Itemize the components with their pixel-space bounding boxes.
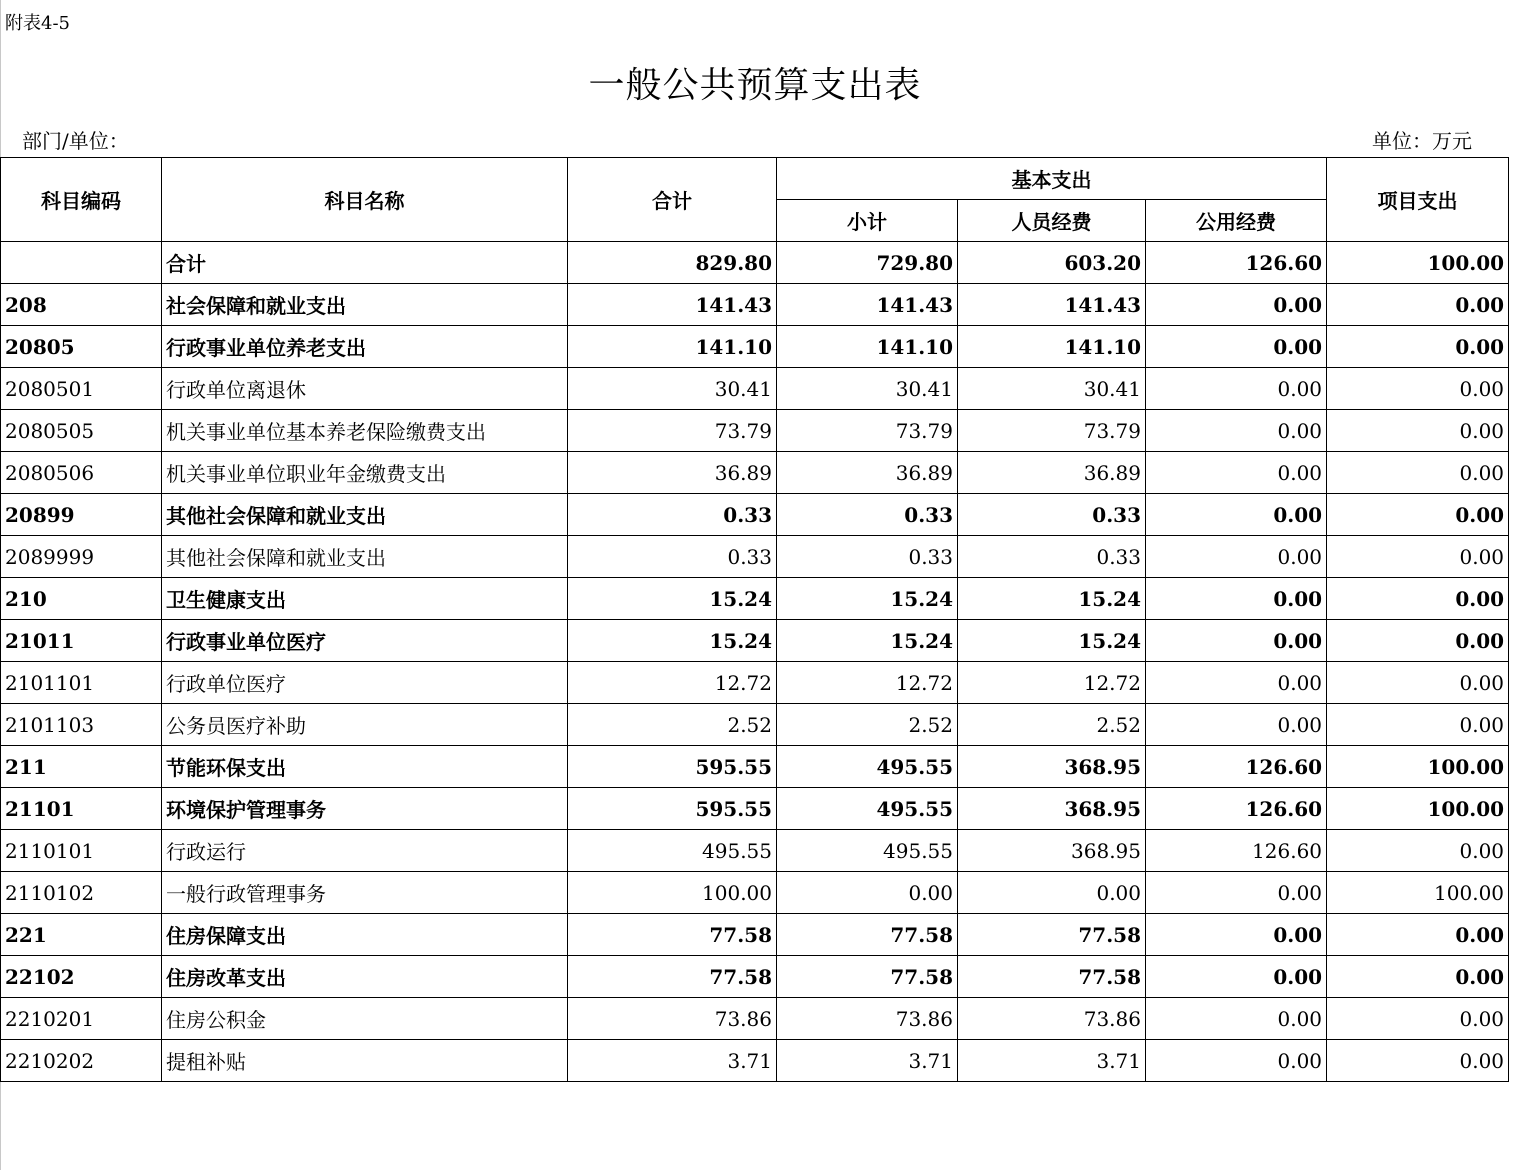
project-cell: 0.00 — [1327, 494, 1509, 536]
personnel-cell: 141.10 — [958, 326, 1146, 368]
personnel-cell: 368.95 — [958, 830, 1146, 872]
code-cell: 210 — [1, 578, 162, 620]
total-cell: 2.52 — [568, 704, 777, 746]
subtotal-cell: 12.72 — [777, 662, 958, 704]
project-cell: 0.00 — [1327, 956, 1509, 998]
code-cell: 2110101 — [1, 830, 162, 872]
public-cell: 0.00 — [1146, 704, 1327, 746]
subtotal-cell: 495.55 — [777, 746, 958, 788]
subtotal-cell: 73.86 — [777, 998, 958, 1040]
code-cell: 2210201 — [1, 998, 162, 1040]
total-cell: 73.86 — [568, 998, 777, 1040]
project-cell: 0.00 — [1327, 830, 1509, 872]
public-cell: 0.00 — [1146, 620, 1327, 662]
name-cell: 住房改革支出 — [162, 956, 568, 998]
subtotal-cell: 3.71 — [777, 1040, 958, 1082]
total-cell: 73.79 — [568, 410, 777, 452]
public-cell: 126.60 — [1146, 788, 1327, 830]
subtotal-cell: 495.55 — [777, 830, 958, 872]
name-cell: 一般行政管理事务 — [162, 872, 568, 914]
personnel-cell: 73.86 — [958, 998, 1146, 1040]
subtotal-cell: 73.79 — [777, 410, 958, 452]
table-row — [1, 494, 1509, 536]
public-cell: 0.00 — [1146, 662, 1327, 704]
department-label: 部门/单位： — [22, 129, 129, 153]
subtotal-cell: 15.24 — [777, 620, 958, 662]
project-cell: 100.00 — [1327, 788, 1509, 830]
table-row — [1, 914, 1509, 956]
code-cell: 2080506 — [1, 452, 162, 494]
personnel-cell: 30.41 — [958, 368, 1146, 410]
col-header-name: 科目名称 — [162, 158, 568, 242]
code-cell: 20899 — [1, 494, 162, 536]
name-cell: 行政单位医疗 — [162, 662, 568, 704]
col-header-project: 项目支出 — [1327, 158, 1509, 242]
name-cell: 公务员医疗补助 — [162, 704, 568, 746]
project-cell: 0.00 — [1327, 368, 1509, 410]
public-cell: 0.00 — [1146, 368, 1327, 410]
subtotal-cell: 30.41 — [777, 368, 958, 410]
subtotal-cell: 0.33 — [777, 494, 958, 536]
name-cell: 社会保障和就业支出 — [162, 284, 568, 326]
total-name-cell: 合计 — [162, 242, 568, 284]
public-cell: 0.00 — [1146, 956, 1327, 998]
total-personnel-cell: 603.20 — [958, 242, 1146, 284]
total-cell: 495.55 — [568, 830, 777, 872]
total-cell: 0.33 — [568, 494, 777, 536]
table-row — [1, 452, 1509, 494]
table-row — [1, 956, 1509, 998]
total-cell: 0.33 — [568, 536, 777, 578]
subtotal-cell: 0.00 — [777, 872, 958, 914]
total-cell: 77.58 — [568, 914, 777, 956]
project-cell: 0.00 — [1327, 536, 1509, 578]
name-cell: 其他社会保障和就业支出 — [162, 536, 568, 578]
unit-label: 单位：万元 — [1372, 129, 1472, 153]
total-cell: 15.24 — [568, 578, 777, 620]
subtotal-cell: 36.89 — [777, 452, 958, 494]
code-cell: 2210202 — [1, 1040, 162, 1082]
code-cell: 2110102 — [1, 872, 162, 914]
table-row — [1, 368, 1509, 410]
personnel-cell: 15.24 — [958, 620, 1146, 662]
name-cell: 卫生健康支出 — [162, 578, 568, 620]
name-cell: 住房公积金 — [162, 998, 568, 1040]
table-row — [1, 704, 1509, 746]
personnel-cell: 12.72 — [958, 662, 1146, 704]
page-title: 一般公共预算支出表 — [588, 65, 922, 106]
total-cell: 36.89 — [568, 452, 777, 494]
name-cell: 其他社会保障和就业支出 — [162, 494, 568, 536]
public-cell: 126.60 — [1146, 830, 1327, 872]
personnel-cell: 77.58 — [958, 956, 1146, 998]
table-row — [1, 788, 1509, 830]
total-project-cell: 100.00 — [1327, 242, 1509, 284]
col-header-subtotal: 小计 — [777, 200, 958, 242]
total-cell: 141.43 — [568, 284, 777, 326]
code-cell: 2101101 — [1, 662, 162, 704]
project-cell: 0.00 — [1327, 410, 1509, 452]
table-row — [1, 1040, 1509, 1082]
col-header-total: 合计 — [568, 158, 777, 242]
public-cell: 0.00 — [1146, 536, 1327, 578]
total-cell: 15.24 — [568, 620, 777, 662]
code-cell: 2080505 — [1, 410, 162, 452]
col-header-basic-group: 基本支出 — [777, 158, 1327, 200]
total-cell: 77.58 — [568, 956, 777, 998]
name-cell: 行政单位离退休 — [162, 368, 568, 410]
personnel-cell: 0.33 — [958, 536, 1146, 578]
total-total-cell: 829.80 — [568, 242, 777, 284]
total-cell: 100.00 — [568, 872, 777, 914]
table-row — [1, 620, 1509, 662]
name-cell: 节能环保支出 — [162, 746, 568, 788]
subtotal-cell: 141.10 — [777, 326, 958, 368]
public-cell: 126.60 — [1146, 746, 1327, 788]
public-cell: 0.00 — [1146, 1040, 1327, 1082]
code-cell: 2089999 — [1, 536, 162, 578]
name-cell: 提租补贴 — [162, 1040, 568, 1082]
project-cell: 0.00 — [1327, 452, 1509, 494]
project-cell: 0.00 — [1327, 704, 1509, 746]
public-cell: 0.00 — [1146, 872, 1327, 914]
code-cell: 20805 — [1, 326, 162, 368]
personnel-cell: 73.79 — [958, 410, 1146, 452]
subtotal-cell: 77.58 — [777, 956, 958, 998]
code-cell: 21101 — [1, 788, 162, 830]
public-cell: 0.00 — [1146, 326, 1327, 368]
personnel-cell: 368.95 — [958, 788, 1146, 830]
public-cell: 0.00 — [1146, 284, 1327, 326]
total-cell: 30.41 — [568, 368, 777, 410]
project-cell: 100.00 — [1327, 746, 1509, 788]
table-row — [1, 410, 1509, 452]
personnel-cell: 0.00 — [958, 872, 1146, 914]
col-header-code: 科目编码 — [1, 158, 162, 242]
subtotal-cell: 0.33 — [777, 536, 958, 578]
project-cell: 0.00 — [1327, 578, 1509, 620]
public-cell: 0.00 — [1146, 914, 1327, 956]
name-cell: 行政运行 — [162, 830, 568, 872]
name-cell: 机关事业单位职业年金缴费支出 — [162, 452, 568, 494]
code-cell: 21011 — [1, 620, 162, 662]
project-cell: 0.00 — [1327, 1040, 1509, 1082]
personnel-cell: 3.71 — [958, 1040, 1146, 1082]
name-cell: 行政事业单位养老支出 — [162, 326, 568, 368]
personnel-cell: 15.24 — [958, 578, 1146, 620]
subtotal-cell: 2.52 — [777, 704, 958, 746]
attachment-note: 附表4-5 — [5, 13, 70, 34]
table-row — [1, 326, 1509, 368]
code-cell: 211 — [1, 746, 162, 788]
subtotal-cell: 15.24 — [777, 578, 958, 620]
code-cell: 208 — [1, 284, 162, 326]
project-cell: 0.00 — [1327, 284, 1509, 326]
project-cell: 0.00 — [1327, 914, 1509, 956]
col-header-public: 公用经费 — [1146, 200, 1327, 242]
total-code-cell — [1, 242, 162, 284]
code-cell: 22102 — [1, 956, 162, 998]
budget-table — [0, 157, 1509, 1082]
total-public-cell: 126.60 — [1146, 242, 1327, 284]
subtotal-cell: 77.58 — [777, 914, 958, 956]
table-body — [1, 242, 1509, 1082]
personnel-cell: 2.52 — [958, 704, 1146, 746]
project-cell: 100.00 — [1327, 872, 1509, 914]
total-cell: 12.72 — [568, 662, 777, 704]
project-cell: 0.00 — [1327, 998, 1509, 1040]
project-cell: 0.00 — [1327, 326, 1509, 368]
total-subtotal-cell: 729.80 — [777, 242, 958, 284]
table-row — [1, 662, 1509, 704]
table-row — [1, 872, 1509, 914]
public-cell: 0.00 — [1146, 452, 1327, 494]
total-row — [1, 242, 1509, 284]
code-cell: 2080501 — [1, 368, 162, 410]
table-row — [1, 578, 1509, 620]
col-header-personnel: 人员经费 — [958, 200, 1146, 242]
table-row — [1, 284, 1509, 326]
public-cell: 0.00 — [1146, 998, 1327, 1040]
public-cell: 0.00 — [1146, 494, 1327, 536]
public-cell: 0.00 — [1146, 578, 1327, 620]
project-cell: 0.00 — [1327, 620, 1509, 662]
name-cell: 机关事业单位基本养老保险缴费支出 — [162, 410, 568, 452]
project-cell: 0.00 — [1327, 662, 1509, 704]
total-cell: 595.55 — [568, 746, 777, 788]
code-cell: 2101103 — [1, 704, 162, 746]
subtotal-cell: 495.55 — [777, 788, 958, 830]
name-cell: 环境保护管理事务 — [162, 788, 568, 830]
code-cell: 221 — [1, 914, 162, 956]
total-cell: 595.55 — [568, 788, 777, 830]
name-cell: 行政事业单位医疗 — [162, 620, 568, 662]
table-row — [1, 830, 1509, 872]
public-cell: 0.00 — [1146, 410, 1327, 452]
personnel-cell: 36.89 — [958, 452, 1146, 494]
personnel-cell: 0.33 — [958, 494, 1146, 536]
personnel-cell: 77.58 — [958, 914, 1146, 956]
table-row — [1, 536, 1509, 578]
table-row — [1, 746, 1509, 788]
personnel-cell: 141.43 — [958, 284, 1146, 326]
personnel-cell: 368.95 — [958, 746, 1146, 788]
subtotal-cell: 141.43 — [777, 284, 958, 326]
table-row — [1, 998, 1509, 1040]
total-cell: 3.71 — [568, 1040, 777, 1082]
total-cell: 141.10 — [568, 326, 777, 368]
name-cell: 住房保障支出 — [162, 914, 568, 956]
